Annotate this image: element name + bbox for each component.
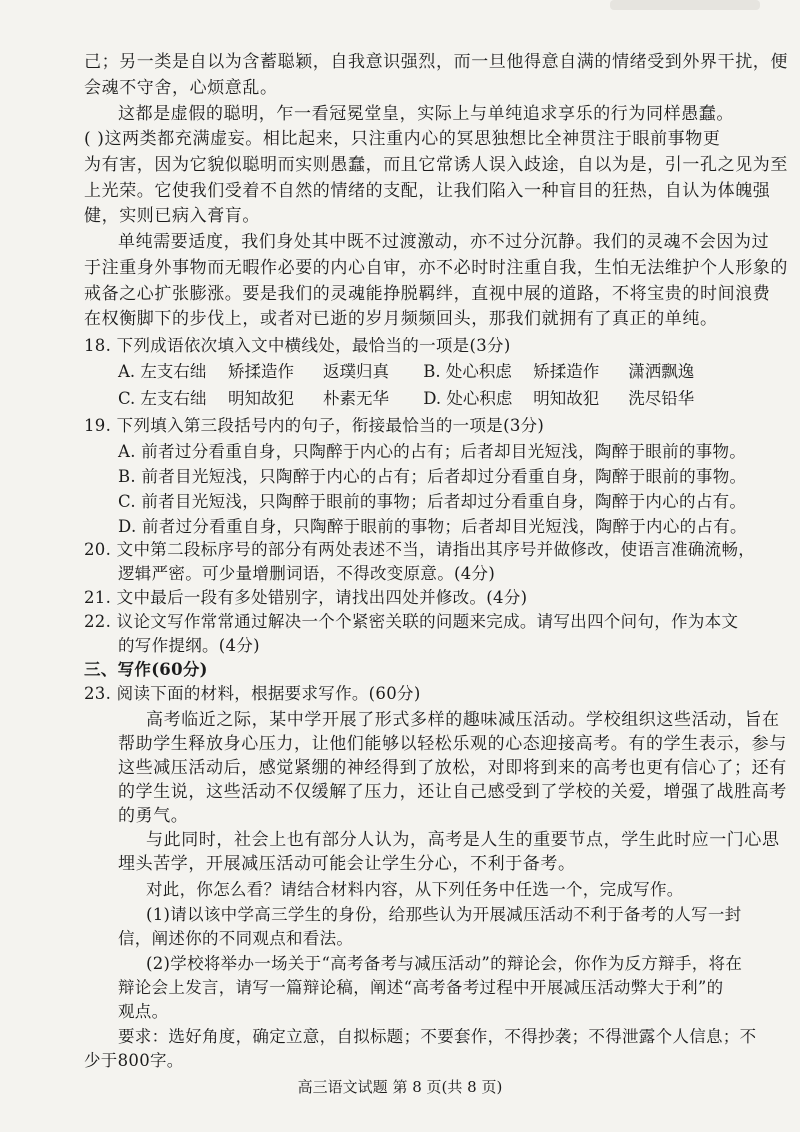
q23-task2-line1: (2)学校将举办一场关于“高考备考与减压活动”的辩论会，你作为反方辩手，将在 (146, 954, 743, 973)
q18-option-a (118, 364, 418, 381)
q20-line1: 20. 文中第二段标序号的部分有两处表述不当，请指出其序号并做修改，使语言准确流畅， (84, 540, 756, 559)
q23-material1-line1: 高考临近之际，某中学开展了形式多样的趣味减压活动。学校组织这些活动，旨在 (146, 710, 780, 730)
passage-p2-line1: 这都是虚假的聪明，乍一看冠冕堂皇，实际上与单纯追求享乐的行为同样愚蠢。 (118, 104, 734, 124)
page-footer: 高三语文试题 第 8 页(共 8 页) (297, 1078, 503, 1096)
q23-requirement-line2: 少于800字。 (84, 1051, 184, 1070)
q23-material1-line3: 这些减压活动后，感觉紧绷的神经得到了放松，对即将到来的高考也更有信心了；还有 (118, 758, 787, 778)
q22-line2: 的写作提纲。(4分) (118, 636, 260, 655)
q18-option-d (423, 391, 694, 408)
q23-task2-line3: 观点。 (118, 1002, 169, 1021)
q23-material1-line4: 的学生说，这些活动不仅缓解了压力，还让自己感受到了学校的关爱，增强了战胜高考 (118, 782, 787, 802)
q18-option-b (423, 364, 694, 381)
q18-a-word1: A. 左支右绌 (118, 362, 207, 381)
passage-p1-line2: 会魂不守舍，心烦意乱。 (84, 78, 278, 98)
passage-p4-line3: 戒备之心扩张膨涨。要是我们的灵魂能挣脱羁绊，直视中展的道路，不将宝贵的时间浪费 (84, 284, 771, 304)
q18-d-word1: D. 处心积虑 (423, 389, 513, 408)
q18-b-word1: B. 处心积虑 (423, 362, 512, 381)
q22-line1: 22. 议论文写作常常通过解决一个个紧密关联的问题来完成。请写出四个问句，作为本文 (84, 612, 739, 631)
q19-option-b: B. 前者目光短浅，只陶醉于内心的占有；后者却过分看重自身，陶醉于眼前的事物。 (118, 467, 747, 486)
q18-row1 (118, 364, 694, 381)
passage-p1-line1: 己；另一类是自以为含蓄聪颖，自我意识强烈，而一旦他得意自满的情绪受到外界干扰，便 (84, 52, 788, 72)
q18-c-word1: C. 左支右绌 (118, 389, 207, 408)
q18-a-word3: 返璞归真 (323, 362, 389, 381)
passage-p3-line3: 上光荣。它使我们受着不自然的情绪的支配，让我们陷入一种盲目的狂热，自认为体魄强 (84, 181, 771, 201)
q23-material2-line2: 埋头苦学，开展减压活动可能会让学生分心，不利于备考。 (118, 854, 576, 874)
q18-b-word3: 潇洒飘逸 (628, 362, 695, 381)
q23-requirement-line1: 要求：选好角度，确定立意，自拟标题；不要套作，不得抄袭；不得泄露个人信息；不 (118, 1027, 757, 1046)
q23-task-intro: 对此，你怎么看？请结合材料内容，从下列任务中任选一个，完成写作。 (146, 880, 684, 899)
passage-p3-line4: 健，实则已病入膏肓。 (84, 206, 260, 226)
q23-task2-line2: 辩论会上发言，请写一篇辩论稿，阐述“高考备考过程中开展减压活动弊大于利”的 (118, 978, 724, 997)
q18-row2 (118, 391, 694, 408)
section-3-heading: 三、写作(60分) (84, 660, 208, 679)
passage-p4-line1: 单纯需要适度，我们身处其中既不过渡激动，亦不过分沉静。我们的灵魂不会因为过 (118, 232, 770, 252)
passage-p3-line2: 为有害，因为它貌似聪明而实则愚蠢，而且它常诱人误入歧途，自以为是，引一孔之见为至 (84, 155, 788, 175)
q18-c-word2: 明知故犯 (228, 389, 294, 408)
scan-smudge (610, 0, 760, 10)
q18-stem: 18. 下列成语依次填入文中横线处，最恰当的一项是(3分) (84, 336, 511, 355)
q18-d-word3: 洗尽铅华 (628, 389, 695, 408)
q19-option-d: D. 前者过分看重自身，只陶醉于眼前的事物；后者却目光短浅，陶醉于内心的占有。 (118, 517, 747, 536)
q18-d-word2: 明知故犯 (533, 389, 600, 408)
q19-option-a: A. 前者过分看重自身，只陶醉于内心的占有；后者却目光短浅，陶醉于眼前的事物。 (118, 442, 747, 461)
passage-p4-line2: 于注重身外事物而无暇作必要的内心自审，亦不必时时注重自我，生怕无法维护个人形象的 (84, 258, 788, 278)
q23-stem: 23. 阅读下面的材料，根据要求写作。(60分) (84, 684, 421, 703)
q19-option-c: C. 前者目光短浅，只陶醉于眼前的事物；后者却过分看重自身，陶醉于内心的占有。 (118, 492, 747, 511)
passage-p4-line4: 在权衡脚下的步伐上，或者对已逝的岁月频频回头，那我们就拥有了真正的单纯。 (84, 309, 718, 329)
q20-line2: 逻辑严密。可少量增删词语，不得改变原意。(4分) (118, 564, 496, 583)
q18-option-c (118, 391, 418, 408)
q18-c-word3: 朴素无华 (323, 389, 389, 408)
q21-stem: 21. 文中最后一段有多处错别字，请找出四处并修改。(4分) (84, 588, 528, 607)
q23-material1-line5: 的勇气。 (118, 806, 189, 826)
q23-material1-line2: 帮助学生释放身心压力，让他们能够以轻松乐观的心态迎接高考。有的学生表示，参与 (118, 734, 787, 754)
q18-b-word2: 矫揉造作 (533, 362, 600, 381)
q18-a-word2: 矫揉造作 (228, 362, 294, 381)
q23-task1-line1: (1)请以该中学高三学生的身份，给那些认为开展减压活动不利于备考的人写一封 (146, 905, 742, 924)
q23-task1-line2: 信，阐述你的不同观点和看法。 (118, 929, 354, 948)
passage-p3-line1: ( )这两类都充满虚妄。相比起来，只注重内心的冥思独想比全神贯注于眼前事物更 (84, 129, 721, 149)
q19-stem: 19. 下列填入第三段括号内的句子，衔接最恰当的一项是(3分) (84, 416, 545, 435)
q23-material2-line1: 与此同时，社会上也有部分人认为，高考是人生的重要节点，学生此时应一门心思 (146, 830, 780, 850)
